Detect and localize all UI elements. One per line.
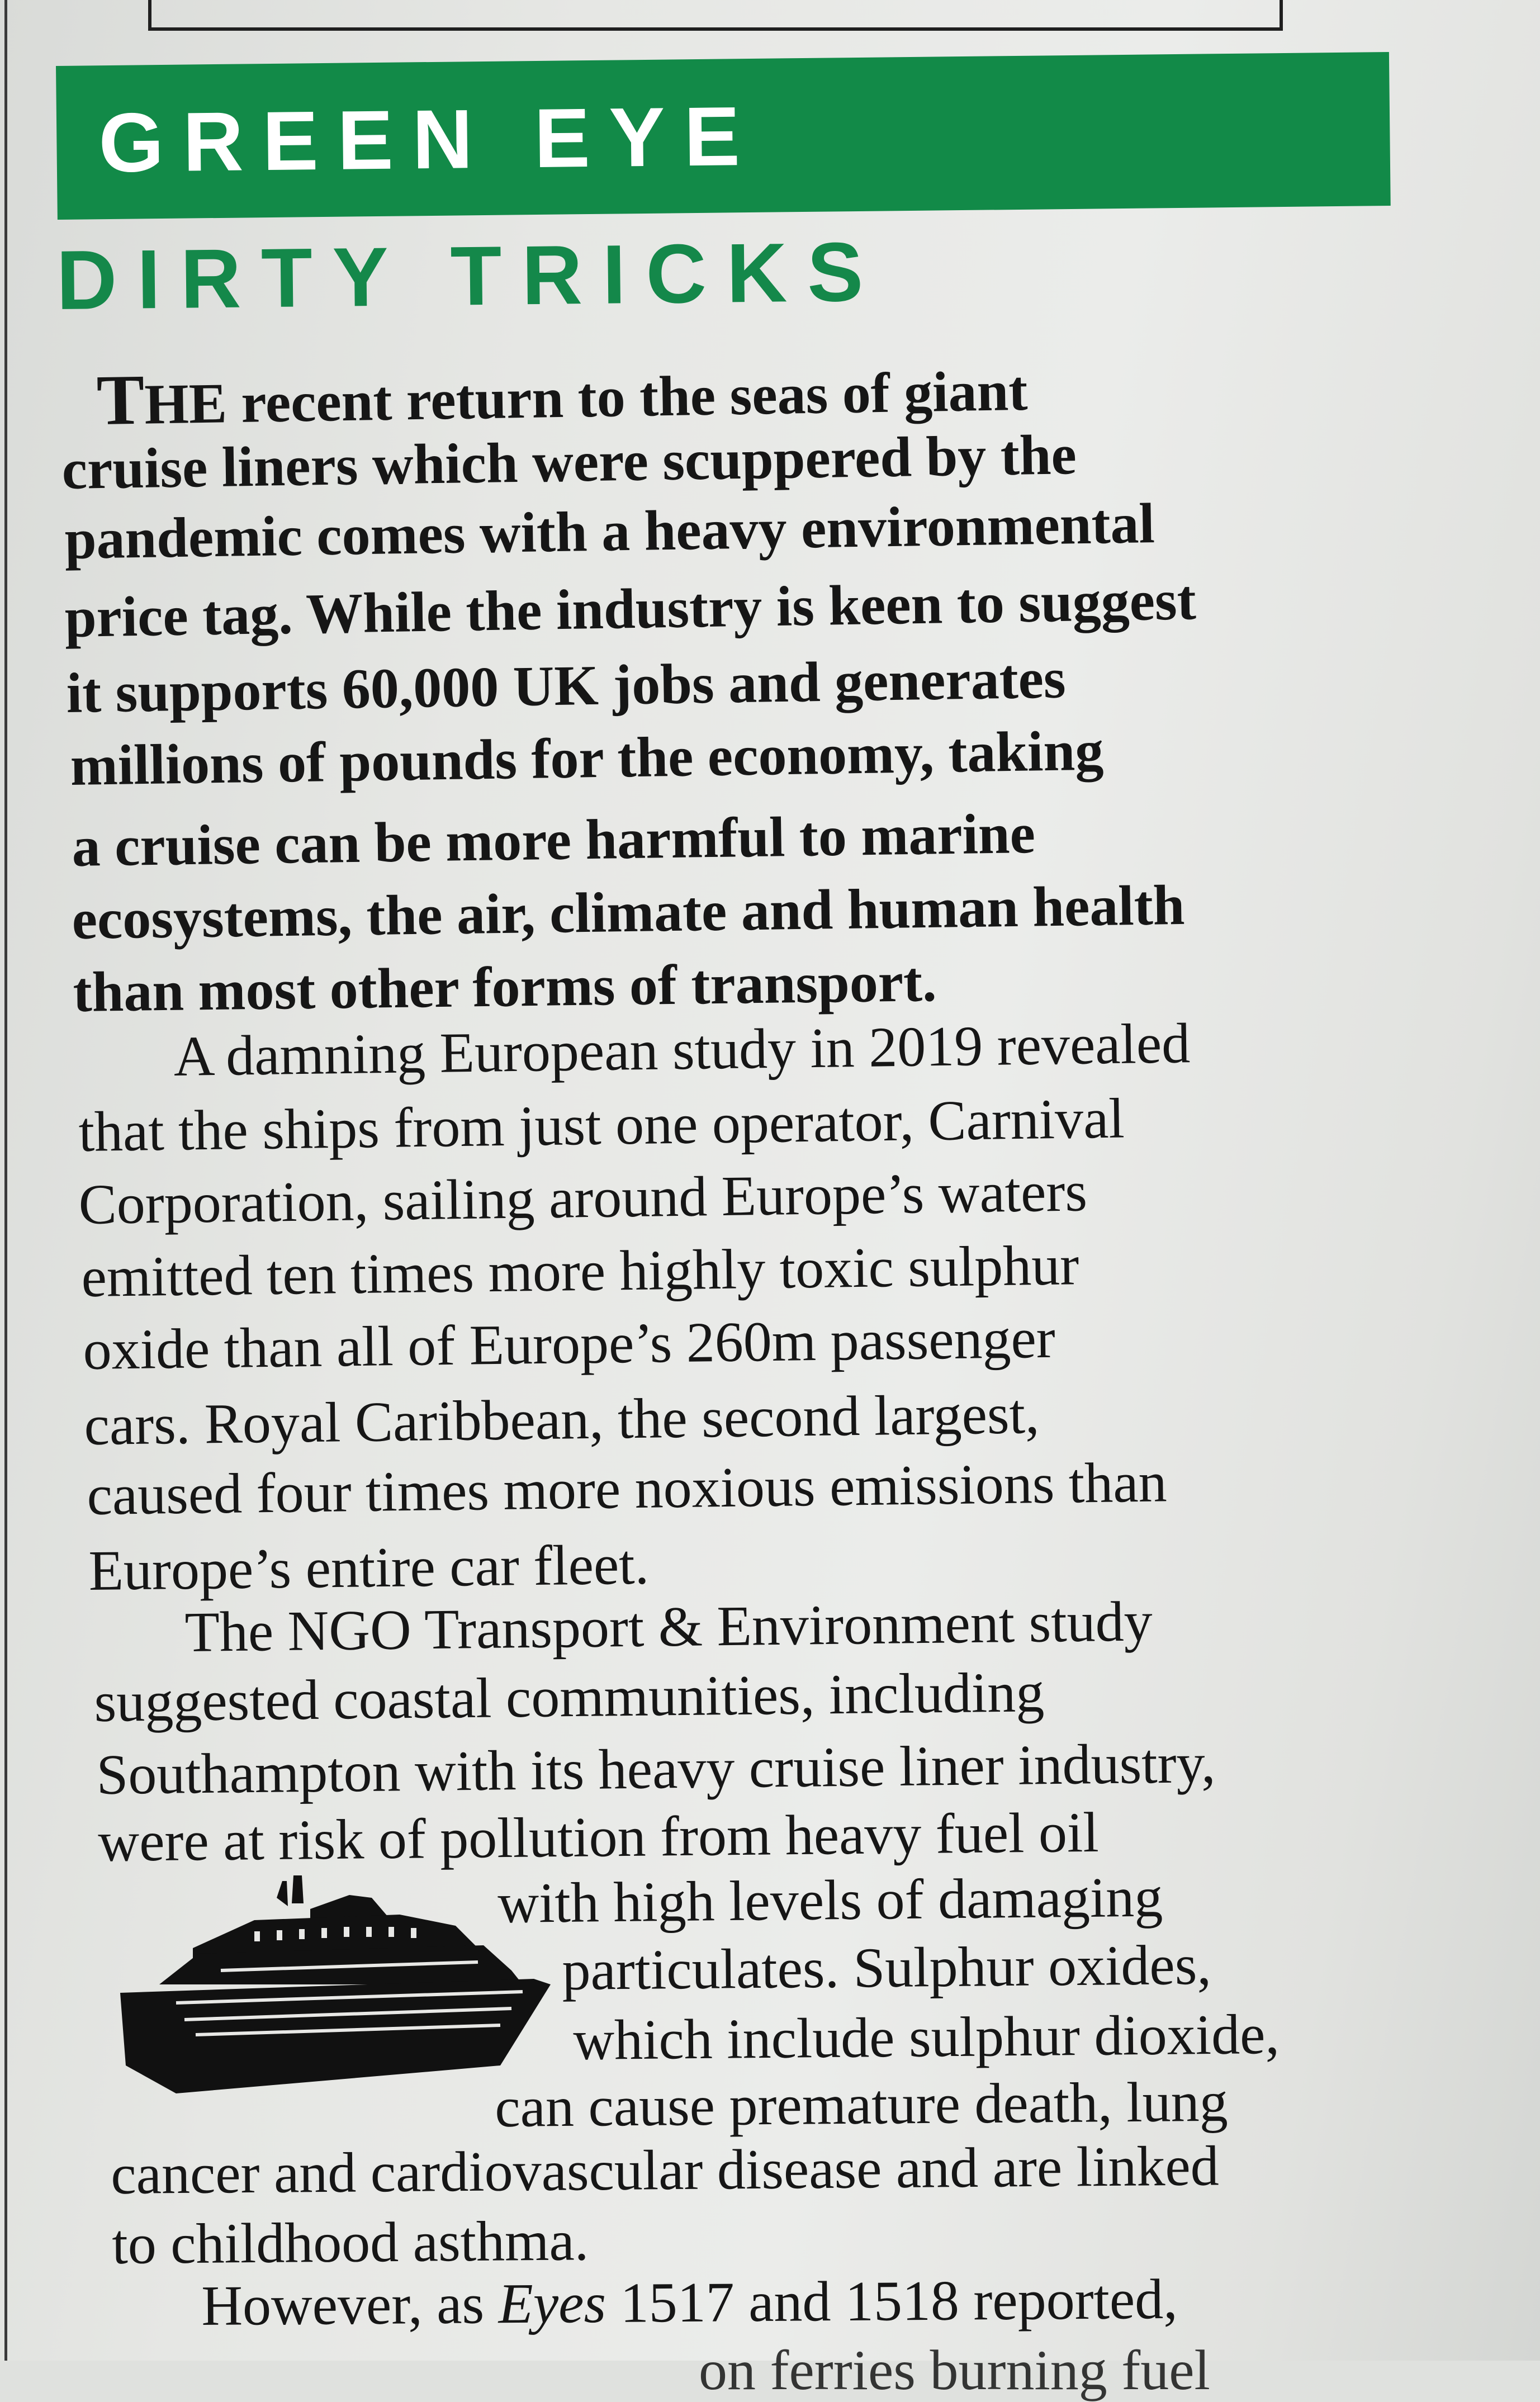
article-line: oxide than all of Europe’s 260m passenger	[82, 1306, 1056, 1382]
article-line: cars. Royal Caribbean, the second largest,	[83, 1382, 1040, 1457]
article-line: However, as Eyes 1517 and 1518 reported,	[201, 2267, 1178, 2338]
article-line: price tag. While the industry is keen to suggest	[64, 568, 1197, 650]
article-line: Europe’s entire car fleet.	[88, 1533, 650, 1603]
article-line: pandemic comes with a heavy environmental	[64, 492, 1155, 571]
article-line: particulates. Sulphur oxides,	[561, 1933, 1212, 2002]
article-line: millions of pounds for the economy, taking	[69, 719, 1104, 798]
article-line: Corporation, sailing around Europe’s waters	[78, 1160, 1088, 1236]
article-line: with high levels of damaging	[497, 1865, 1163, 1935]
article-line: A damning European study in 2019 revealed	[173, 1012, 1191, 1088]
article-line: than most other forms of transport.	[72, 950, 937, 1024]
article-line: THE recent return to the seas of giant	[96, 359, 1029, 440]
article-line: were at risk of pollution from heavy fuel oil	[97, 1801, 1100, 1874]
article-line: The NGO Transport & Environment study	[184, 1590, 1153, 1664]
article-line-cut-off: on ferries burning fuel	[699, 2339, 1210, 2402]
article-headline: DIRTY TRICKS	[56, 224, 884, 327]
article-line: cruise liners which were scuppered by the	[61, 423, 1077, 501]
article-line: to childhood asthma.	[111, 2209, 589, 2276]
article-line: cancer and cardiovascular disease and are linked	[110, 2134, 1220, 2206]
article-line: that the ships from just one operator, Carnival	[78, 1087, 1125, 1164]
drop-cap: T	[96, 359, 145, 440]
article-line: emitted ten times more highly toxic sulphur	[80, 1234, 1079, 1309]
article-line: which include sulphur dioxide,	[572, 2002, 1280, 2072]
section-title: GREEN EYE	[98, 88, 760, 190]
article-line: a cruise can be more harmful to marine	[71, 802, 1036, 879]
article-line: can cause premature death, lung	[494, 2070, 1229, 2139]
article-line: ecosystems, the air, climate and human health	[71, 873, 1186, 951]
article-line: caused four times more noxious emissions than	[86, 1451, 1168, 1527]
cruise-ship-icon	[109, 1864, 551, 2105]
article-line: Southampton with its heavy cruise liner industry,	[96, 1732, 1216, 1807]
publication-name: Eyes	[498, 2271, 606, 2336]
article-line: suggested coastal communities, including	[93, 1661, 1045, 1734]
article-line: it supports 60,000 UK jobs and generates	[65, 647, 1067, 725]
